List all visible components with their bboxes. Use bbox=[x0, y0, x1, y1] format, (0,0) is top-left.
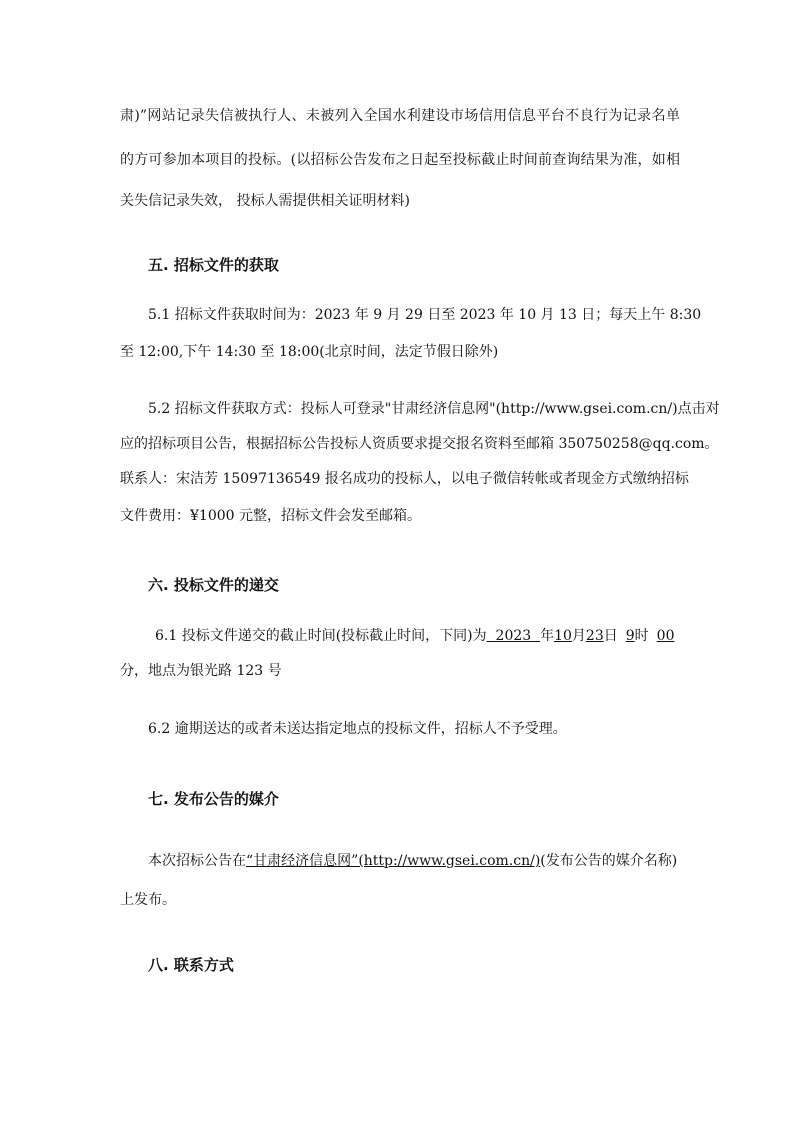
deadline-line bbox=[155, 626, 680, 646]
paragraph-line: 的方可参加本项目的投标。(以招标公告发布之日起至投标截止时间前查询结果为准，如相 bbox=[120, 152, 680, 168]
deadline-hour: 9 bbox=[625, 628, 635, 644]
deadline-prefix: 6.1 投标文件递交的截止时间(投标截止时间，下同)为 bbox=[155, 628, 487, 644]
paragraph-line: 肃)”网站记录失信被执行人、未被列入全国水利建设市场信用信息平台不良行为记录名单 bbox=[120, 108, 680, 124]
media-name-link[interactable]: “甘肃经济信息网”(http://www.gsei.com.cn/) bbox=[246, 853, 541, 869]
deadline-year: 2023 bbox=[486, 628, 541, 644]
day-unit: 日 bbox=[603, 628, 618, 644]
paragraph-line: 应的招标项目公告，根据招标公告投标人资质要求提交报名资料至邮箱 350750258@qq.com。 bbox=[120, 436, 719, 452]
deadline-month: 10 bbox=[554, 628, 572, 644]
paragraph-line: 6.2 逾期送达的或者未送达指定地点的投标文件，招标人不予受理。 bbox=[148, 721, 567, 737]
paragraph-line: 5.2 招标文件获取方式：投标人可登录"甘肃经济信息网"(http://www.gsei.com.cn/)点击对 bbox=[148, 401, 720, 417]
paragraph-line: 至 12:00,下午 14:30 至 18:00(北京时间，法定节假日除外) bbox=[120, 344, 499, 360]
hour-unit: 时 bbox=[634, 628, 649, 644]
paragraph-line: 上发布。 bbox=[120, 892, 176, 908]
section-heading-7: 七. 发布公告的媒介 bbox=[148, 790, 279, 808]
section-heading-6: 六. 投标文件的递交 bbox=[148, 576, 279, 594]
year-unit: 年 bbox=[540, 628, 555, 644]
deadline-day: 23 bbox=[585, 628, 604, 644]
section-heading-5: 五. 招标文件的获取 bbox=[148, 256, 279, 274]
media-prefix: 本次招标公告在 bbox=[148, 853, 246, 869]
paragraph-line: 5.1 招标文件获取时间为：2023 年 9 月 29 日至 2023 年 10 月 13 日；每天上午 8:30 bbox=[148, 307, 702, 323]
paragraph-line: 关失信记录失效， 投标人需提供相关证明材料) bbox=[120, 193, 410, 209]
section-heading-8: 八. 联系方式 bbox=[148, 956, 234, 974]
paragraph-line: 文件费用：¥1000 元整，招标文件会发至邮箱。 bbox=[120, 508, 421, 524]
paragraph-line: 联系人：宋洁芳 15097136549 报名成功的投标人，以电子微信转帐或者现金方式缴纳招标 bbox=[120, 471, 689, 487]
paragraph-line: 分，地点为银光路 123 号 bbox=[120, 663, 282, 679]
media-line bbox=[148, 851, 688, 871]
month-unit: 月 bbox=[571, 628, 586, 644]
media-suffix: (发布公告的媒介名称) bbox=[540, 853, 678, 869]
deadline-minute: 00 bbox=[656, 628, 675, 644]
